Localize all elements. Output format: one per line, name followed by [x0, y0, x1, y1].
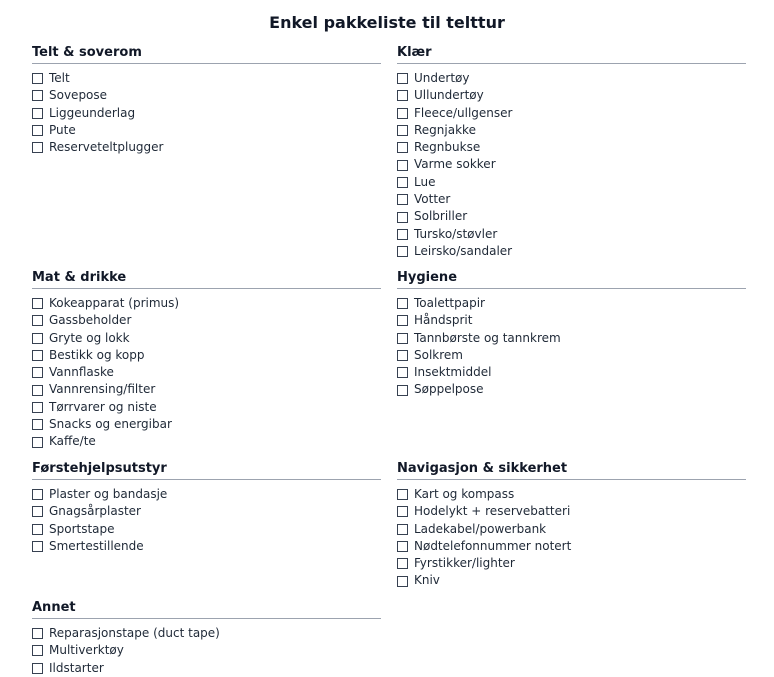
checkbox[interactable] [397, 576, 408, 587]
section-navigasjon-sikkerhet [397, 460, 746, 590]
section-heading: Mat & drikke [32, 269, 381, 289]
checklist-item [397, 364, 746, 381]
item-label: Hodelykt + reservebatteri [414, 504, 571, 519]
checkbox[interactable] [32, 108, 43, 119]
item-label: Solbriller [414, 209, 468, 224]
checklist [397, 295, 746, 399]
checklist-item [397, 347, 746, 364]
checkbox[interactable] [397, 125, 408, 136]
checklist-item [397, 105, 746, 122]
item-label: Snacks og energibar [49, 417, 172, 432]
checklist-item [397, 538, 746, 555]
checklist-item [397, 87, 746, 104]
section-mat-drikke [32, 269, 381, 451]
checklist-item [397, 330, 746, 347]
checkbox[interactable] [32, 541, 43, 552]
checkbox[interactable] [397, 350, 408, 361]
item-label: Telt [49, 71, 70, 85]
checklist-item [32, 538, 381, 555]
item-label: Undertøy [414, 71, 470, 85]
section-heading: Annet [32, 599, 381, 619]
checkbox[interactable] [32, 437, 43, 448]
checkbox[interactable] [397, 246, 408, 257]
checklist-item [32, 625, 381, 642]
checkbox[interactable] [32, 142, 43, 153]
checklist-item [397, 208, 746, 225]
checkbox[interactable] [32, 298, 43, 309]
item-label: Varme sokker [414, 157, 496, 172]
item-label: Multiverktøy [49, 643, 124, 658]
section-telt-soverom [32, 44, 381, 156]
checklist-item [32, 416, 381, 433]
checklist-item [397, 555, 746, 572]
checklist [32, 486, 381, 555]
checklist-item [397, 191, 746, 208]
item-label: Kniv [414, 573, 440, 588]
checkbox[interactable] [32, 125, 43, 136]
checklist-item [32, 521, 381, 538]
checkbox[interactable] [32, 350, 43, 361]
checkbox[interactable] [32, 524, 43, 535]
checkbox[interactable] [397, 73, 408, 84]
checklist-item [397, 226, 746, 243]
item-label: Fyrstikker/lighter [414, 556, 515, 571]
item-label: Tørrvarer og niste [49, 399, 157, 414]
checklist-item [32, 295, 381, 312]
item-label: Regnjakke [414, 122, 476, 137]
checklist-item [397, 139, 746, 156]
checklist-item [32, 381, 381, 398]
checkbox[interactable] [397, 333, 408, 344]
checkbox[interactable] [397, 541, 408, 552]
item-label: Tannbørste og tannkrem [414, 330, 561, 345]
item-label: Toalettpapir [414, 296, 485, 310]
checkbox[interactable] [397, 160, 408, 171]
checkbox[interactable] [397, 90, 408, 101]
item-label: Bestikk og kopp [49, 347, 145, 362]
checkbox[interactable] [32, 489, 43, 500]
checklist-item [32, 122, 381, 139]
section-forstehjelp [32, 460, 381, 555]
checklist-item [32, 347, 381, 364]
checkbox[interactable] [397, 108, 408, 119]
checklist-item [397, 295, 746, 312]
checklist-item [32, 70, 381, 87]
checklist-item [397, 70, 746, 87]
item-label: Ildstarter [49, 660, 104, 675]
checklist [32, 70, 381, 156]
checkbox[interactable] [397, 489, 408, 500]
item-label: Gnagsårplaster [49, 504, 141, 519]
item-label: Pute [49, 122, 76, 137]
item-label: Kart og kompass [414, 487, 515, 501]
section-heading: Navigasjon & sikkerhet [397, 460, 746, 480]
item-label: Lue [414, 174, 436, 189]
checkbox[interactable] [397, 506, 408, 517]
checklist-item [32, 105, 381, 122]
checklist [397, 70, 746, 260]
item-label: Reparasjonstape (duct tape) [49, 626, 220, 640]
item-label: Gryte og lokk [49, 330, 130, 345]
checklist-item [32, 330, 381, 347]
section-klaer [397, 44, 746, 260]
item-label: Plaster og bandasje [49, 487, 168, 501]
item-label: Søppelpose [414, 382, 484, 397]
checkbox[interactable] [32, 385, 43, 396]
checkbox[interactable] [397, 177, 408, 188]
item-label: Leirsko/sandaler [414, 243, 513, 258]
section-heading: Klær [397, 44, 746, 64]
checklist [32, 625, 381, 677]
item-label: Kaffe/te [49, 434, 96, 449]
checkbox[interactable] [397, 194, 408, 205]
checkbox[interactable] [32, 333, 43, 344]
checklist-item [397, 521, 746, 538]
checklist-item [397, 381, 746, 398]
checkbox[interactable] [32, 90, 43, 101]
item-label: Solkrem [414, 347, 463, 362]
item-label: Tursko/støvler [414, 226, 498, 241]
checkbox[interactable] [32, 506, 43, 517]
checklist-item [32, 660, 381, 677]
section-hygiene [397, 269, 746, 399]
checklist-item [32, 433, 381, 450]
item-label: Fleece/ullgenser [414, 105, 513, 120]
checklist-item [397, 312, 746, 329]
checklist-item [397, 156, 746, 173]
item-label: Vannrensing/filter [49, 382, 156, 397]
checkbox[interactable] [397, 229, 408, 240]
checkbox[interactable] [32, 315, 43, 326]
item-label: Smertestillende [49, 538, 144, 553]
item-label: Kokeapparat (primus) [49, 296, 180, 310]
checklist-item [397, 503, 746, 520]
checkbox[interactable] [32, 402, 43, 413]
item-label: Reserveteltplugger [49, 140, 164, 155]
checklist-item [32, 486, 381, 503]
checklist [32, 295, 381, 451]
item-label: Nødtelefonnummer notert [414, 538, 572, 553]
item-label: Håndsprit [414, 313, 473, 328]
item-label: Sovepose [49, 88, 108, 103]
section-heading: Hygiene [397, 269, 746, 289]
page-title: Enkel pakkeliste til telttur [269, 13, 505, 32]
checkbox[interactable] [397, 212, 408, 223]
checkbox[interactable] [32, 367, 43, 378]
checklist-item [32, 364, 381, 381]
checkbox[interactable] [32, 628, 43, 639]
section-heading: Førstehjelpsutstyr [32, 460, 381, 480]
checkbox[interactable] [397, 385, 408, 396]
checkbox[interactable] [397, 298, 408, 309]
section-heading: Telt & soverom [32, 44, 381, 64]
item-label: Votter [414, 192, 451, 207]
item-label: Ladekabel/powerbank [414, 521, 547, 536]
checklist-item [32, 642, 381, 659]
checklist-item [32, 87, 381, 104]
checkbox[interactable] [397, 524, 408, 535]
section-annet [32, 599, 381, 677]
checkbox[interactable] [32, 73, 43, 84]
checklist-item [397, 486, 746, 503]
checklist-item [32, 139, 381, 156]
item-label: Liggeunderlag [49, 105, 136, 120]
item-label: Sportstape [49, 521, 115, 536]
checkbox[interactable] [32, 645, 43, 656]
checkbox[interactable] [397, 367, 408, 378]
checklist-item [32, 399, 381, 416]
checkbox[interactable] [32, 663, 43, 674]
item-label: Vannflaske [49, 365, 114, 380]
item-label: Regnbukse [414, 140, 481, 155]
item-label: Ullundertøy [414, 88, 484, 103]
checkbox[interactable] [397, 558, 408, 569]
checklist-item [397, 572, 746, 589]
checklist-item [32, 503, 381, 520]
checkbox[interactable] [32, 419, 43, 430]
checklist-item [397, 174, 746, 191]
checkbox[interactable] [397, 142, 408, 153]
checklist [397, 486, 746, 590]
checklist-item [397, 243, 746, 260]
item-label: Insektmiddel [414, 365, 492, 380]
checklist-item [397, 122, 746, 139]
checkbox[interactable] [397, 315, 408, 326]
checklist-item [32, 312, 381, 329]
item-label: Gassbeholder [49, 313, 132, 328]
